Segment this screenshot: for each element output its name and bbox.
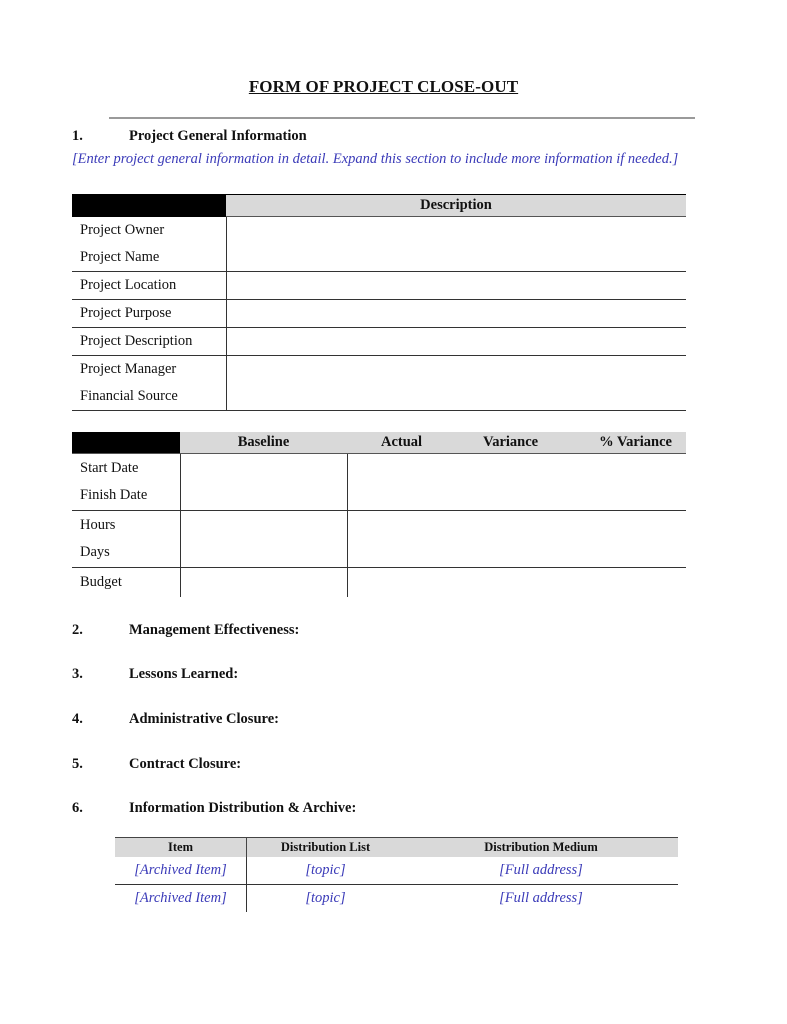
table-row	[72, 568, 686, 598]
section-number: 2.	[72, 622, 83, 638]
table-row	[72, 299, 686, 327]
description-cell[interactable]	[226, 355, 686, 410]
archived-item-cell[interactable]: [Archived Item]	[115, 857, 247, 885]
section-title: Contract Closure:	[129, 756, 242, 772]
archived-item-cell[interactable]: [Archived Item]	[115, 885, 247, 913]
section-title: Lessons Learned:	[129, 666, 239, 682]
section-5-heading	[72, 756, 241, 773]
section-title: Administrative Closure:	[129, 711, 279, 727]
column-header-distribution-medium: Distribution Medium	[404, 838, 678, 858]
section-number: 6.	[72, 800, 83, 816]
table-row	[115, 857, 678, 885]
row-label: Budget	[80, 574, 122, 590]
table-row	[72, 327, 686, 355]
document-title: FORM OF PROJECT CLOSE-OUT	[248, 77, 519, 96]
distribution-list-cell[interactable]: [topic]	[247, 857, 405, 885]
description-cell[interactable]	[226, 327, 686, 355]
section-1-heading	[72, 128, 307, 145]
table-row	[72, 454, 686, 511]
distribution-medium-cell[interactable]: [Full address]	[404, 857, 678, 885]
row-label: Days	[80, 544, 110, 560]
table-corner-cell	[72, 432, 180, 454]
table-row	[72, 511, 686, 568]
actual-variance-cell[interactable]	[347, 454, 686, 511]
actual-variance-cell[interactable]	[347, 568, 686, 598]
column-header-group	[347, 432, 686, 454]
row-label: Project Name	[80, 248, 160, 265]
row-label: Finish Date	[80, 487, 148, 503]
column-header-distribution-list: Distribution List	[247, 838, 405, 858]
actual-variance-cell[interactable]	[347, 511, 686, 568]
row-label: Start Date	[80, 460, 139, 476]
schedule-budget-table	[72, 432, 686, 597]
distribution-medium-cell[interactable]: [Full address]	[499, 890, 583, 906]
section-3-heading	[72, 666, 238, 683]
description-cell[interactable]	[226, 217, 686, 272]
section-title: Information Distribution & Archive:	[129, 800, 357, 816]
baseline-cell[interactable]	[180, 568, 347, 598]
description-cell[interactable]	[226, 271, 686, 299]
column-header-percent-variance: % Variance	[599, 434, 672, 450]
row-label: Project Description	[80, 332, 193, 349]
row-label: Project Owner	[80, 221, 165, 238]
column-header-actual: Actual	[381, 434, 423, 450]
row-label: Hours	[80, 517, 116, 533]
section-number: 5.	[72, 756, 83, 772]
section-4-heading	[72, 711, 279, 728]
section-number: 4.	[72, 711, 83, 727]
table-row	[115, 885, 678, 913]
column-header-baseline: Baseline	[180, 432, 347, 454]
table-row	[72, 355, 686, 410]
section-title: Management Effectiveness:	[129, 622, 300, 638]
column-header-description: Description	[226, 195, 686, 217]
general-info-table	[72, 194, 686, 411]
column-header-variance: Variance	[483, 434, 539, 450]
section-title: Project General Information	[129, 128, 307, 144]
row-label: Project Manager	[80, 360, 177, 377]
section-number: 3.	[72, 666, 83, 682]
baseline-cell[interactable]	[180, 454, 347, 511]
row-label: Project Location	[80, 276, 177, 293]
section-1-instructions[interactable]: [Enter project general information in detail. Expand this section to include more information if needed.]	[72, 151, 679, 167]
distribution-table	[115, 837, 678, 912]
row-label: Financial Source	[80, 387, 178, 404]
table-corner-cell	[72, 195, 226, 217]
distribution-list-cell[interactable]: [topic]	[305, 890, 346, 906]
row-label: Project Purpose	[80, 304, 172, 321]
table-row	[72, 271, 686, 299]
section-2-heading	[72, 622, 299, 639]
section-number: 1.	[72, 128, 83, 144]
title-divider	[109, 117, 695, 119]
section-6-heading	[72, 800, 356, 817]
baseline-cell[interactable]	[180, 511, 347, 568]
table-row	[72, 217, 686, 272]
column-header-item: Item	[115, 838, 247, 858]
description-cell[interactable]	[226, 299, 686, 327]
